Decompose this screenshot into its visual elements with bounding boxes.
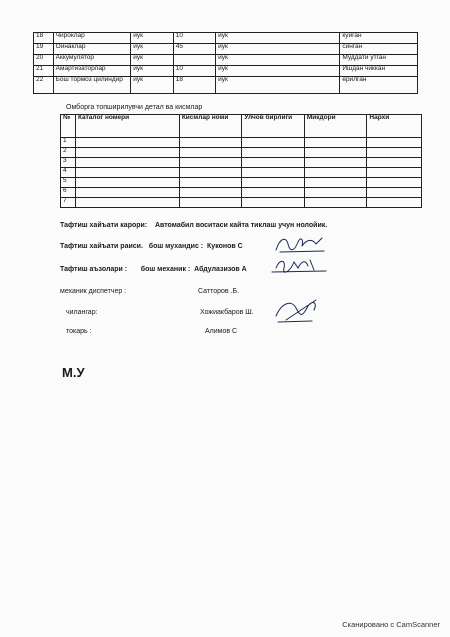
cell-unit: йук xyxy=(131,66,173,77)
cell-num: 21 xyxy=(34,66,54,77)
empty-cell xyxy=(75,178,179,188)
parts-table-row xyxy=(61,148,422,158)
empty-cell xyxy=(75,168,179,178)
parts-table-row xyxy=(61,168,422,178)
chair-name: Куконов С xyxy=(207,243,243,250)
cell-num: 19 xyxy=(34,44,54,55)
conclusion-line xyxy=(60,222,327,229)
empty-cell xyxy=(242,198,305,208)
empty-cell xyxy=(367,188,422,198)
empty-cell xyxy=(75,188,179,198)
chair-signature xyxy=(272,234,328,256)
empty-cell xyxy=(179,158,242,168)
locksmith-name: Хожиакбаров Ш. xyxy=(200,309,254,316)
row-number: 5 xyxy=(61,178,76,188)
empty-cell xyxy=(304,198,367,208)
empty-cell xyxy=(242,148,305,158)
cell-unit2: йук xyxy=(216,33,340,44)
stamp-place-label: М.У xyxy=(62,365,85,380)
parts-table-body xyxy=(61,138,422,208)
items-table-row xyxy=(34,66,418,77)
items-table-row xyxy=(34,44,418,55)
empty-cell xyxy=(304,188,367,198)
cell-unit: йук xyxy=(131,55,173,66)
cell-unit: йук xyxy=(131,44,173,55)
empty-cell xyxy=(367,138,422,148)
cell-note: Муддати утган xyxy=(340,55,418,66)
row-number: 1 xyxy=(61,138,76,148)
members-label: Тафтиш аъзолари : xyxy=(60,266,128,273)
empty-cell xyxy=(179,148,242,158)
cell-name: Аккумулятор xyxy=(53,55,131,66)
parts-table-row xyxy=(61,138,422,148)
cell-name: Амартизаторлар xyxy=(53,66,131,77)
parts-table-row xyxy=(61,158,422,168)
turner-name: Алимов С xyxy=(205,328,238,335)
cell-unit2: йук xyxy=(216,77,340,94)
empty-cell xyxy=(179,138,242,148)
parts-table-row xyxy=(61,178,422,188)
turner-line xyxy=(66,328,92,335)
empty-cell xyxy=(179,168,242,178)
empty-cell xyxy=(304,138,367,148)
cell-unit2: йук xyxy=(216,55,340,66)
cell-note: ёрилган xyxy=(340,77,418,94)
items-table-row xyxy=(34,33,418,44)
cell-qty: 10 xyxy=(173,33,215,44)
cell-unit: йук xyxy=(131,77,173,94)
empty-cell xyxy=(367,178,422,188)
dispatcher-name: Сатторов .Б. xyxy=(198,288,240,295)
cell-qty: 18 xyxy=(173,77,215,94)
scanner-watermark: Сканировано с CamScanner xyxy=(342,620,440,629)
row-number: 4 xyxy=(61,168,76,178)
empty-cell xyxy=(367,158,422,168)
cell-qty: 45 xyxy=(173,44,215,55)
dispatcher-label: механик диспетчер : xyxy=(60,288,127,295)
cell-name: Чироклар xyxy=(53,33,131,44)
header-catalog: Каталог номери xyxy=(75,115,179,138)
empty-cell xyxy=(242,168,305,178)
members-role: бош механик : xyxy=(140,266,191,273)
items-table-row xyxy=(34,55,418,66)
empty-cell xyxy=(242,138,305,148)
row-number: 2 xyxy=(61,148,76,158)
parts-table-header xyxy=(61,115,422,138)
cell-num: 22 xyxy=(34,77,54,94)
cell-unit2: йук xyxy=(216,44,340,55)
cell-unit2: йук xyxy=(216,66,340,77)
cell-name: Бош тормоз цилиндир xyxy=(53,77,131,94)
parts-table xyxy=(60,114,422,208)
dispatcher-line xyxy=(60,288,126,295)
chair-role: бош мухандис : xyxy=(148,243,204,250)
conclusion-label: Тафтиш хайъати карори: xyxy=(60,222,148,229)
cell-num: 18 xyxy=(34,33,54,44)
empty-cell xyxy=(179,178,242,188)
locksmith-signature xyxy=(272,296,322,324)
cell-qty: 10 xyxy=(173,66,215,77)
members-line xyxy=(60,266,247,273)
empty-cell xyxy=(75,158,179,168)
header-num: № xyxy=(61,115,76,138)
locksmith-label: чилангар: xyxy=(66,309,98,316)
locksmith-line xyxy=(66,309,98,316)
cell-note: куйган xyxy=(340,33,418,44)
cell-note: Ишдан чиккан xyxy=(340,66,418,77)
empty-cell xyxy=(242,188,305,198)
items-table xyxy=(33,32,418,94)
empty-cell xyxy=(242,178,305,188)
members-signature xyxy=(270,254,330,276)
cell-num: 20 xyxy=(34,55,54,66)
chair-label: Тафтиш хайъати раиси. xyxy=(60,243,143,250)
empty-cell xyxy=(242,158,305,168)
row-number: 3 xyxy=(61,158,76,168)
empty-cell xyxy=(304,148,367,158)
empty-cell xyxy=(75,198,179,208)
parts-table-row xyxy=(61,188,422,198)
cell-name: Ойнаклар xyxy=(53,44,131,55)
header-part-name: Кисмлар номи xyxy=(179,115,242,138)
empty-cell xyxy=(179,198,242,208)
empty-cell xyxy=(75,148,179,158)
conclusion-text: Автомабил воситаси кайта тиклаш учун нолойик. xyxy=(154,222,328,229)
members-name: Абдулазизов А xyxy=(194,266,247,273)
header-unit: Улчов бирлиги xyxy=(242,115,305,138)
parts-table-row xyxy=(61,198,422,208)
header-quantity: Микдори xyxy=(304,115,367,138)
turner-label: токарь : xyxy=(66,328,92,335)
parts-section-title: Омборга топширилувчи детал ва кисмлар xyxy=(66,104,203,111)
empty-cell xyxy=(304,168,367,178)
row-number: 7 xyxy=(61,198,76,208)
empty-cell xyxy=(367,148,422,158)
row-number: 6 xyxy=(61,188,76,198)
empty-cell xyxy=(304,178,367,188)
empty-cell xyxy=(367,168,422,178)
cell-qty xyxy=(173,55,215,66)
header-price: Нархи xyxy=(367,115,422,138)
items-table-body xyxy=(34,33,418,94)
items-table-row xyxy=(34,77,418,94)
cell-note: синган xyxy=(340,44,418,55)
cell-unit: йук xyxy=(131,33,173,44)
chair-line xyxy=(60,243,243,250)
empty-cell xyxy=(75,138,179,148)
empty-cell xyxy=(304,158,367,168)
empty-cell xyxy=(367,198,422,208)
empty-cell xyxy=(179,188,242,198)
